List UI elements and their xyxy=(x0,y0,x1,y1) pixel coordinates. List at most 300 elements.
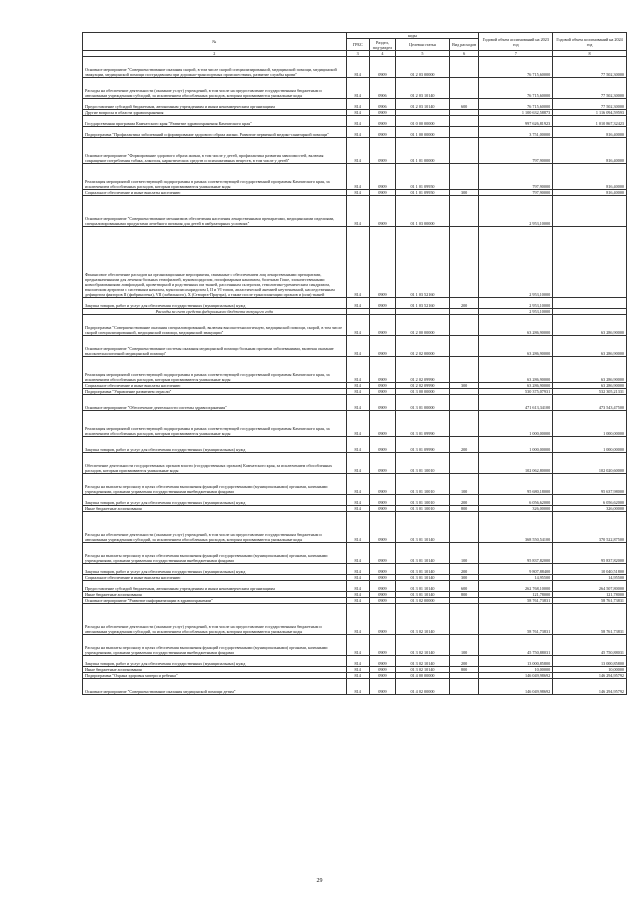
row-grbs: 814 xyxy=(346,667,369,673)
row-expense-type: 800 xyxy=(449,592,479,598)
table-row xyxy=(83,190,627,196)
row-expense-type: 200 xyxy=(449,298,479,309)
table-row xyxy=(83,227,627,298)
row-amount-2024 xyxy=(553,298,627,309)
row-amount-2024: 264 507,80000 xyxy=(553,581,627,592)
row-target-article: 01 3 00 00000 xyxy=(396,389,450,395)
row-name: Расходы на выплаты персоналу в целях обеспечения выполнения функций государственными (муниципальными) органами, казенными учреждениями, органами управления государственными внебюджетными фондами xyxy=(83,474,347,495)
row-expense-type xyxy=(449,604,479,635)
table-row xyxy=(83,357,627,383)
row-name: Расходы на обеспечение деятельности (оказание услуг) учреждений, в том числе на предоставление государственным бюджетным и автономным учреждениям субсидий, за исключением обособленных расходов, которым присваиваются уникальные коды xyxy=(83,78,347,99)
row-section: 0909 xyxy=(369,667,395,673)
row-grbs: 814 xyxy=(346,453,369,474)
table-row xyxy=(83,679,627,695)
row-grbs: 814 xyxy=(346,506,369,512)
row-target-article: 01 2 02 09990 xyxy=(396,383,450,389)
row-grbs: 814 xyxy=(346,357,369,383)
row-amount-2024 xyxy=(553,196,627,227)
row-amount-2023: 2 953,10000 xyxy=(479,196,553,227)
row-name: Реализация мероприятий соответствующей подпрограммы в рамках соответствующей государственной программы Камчатского края, за исключением обособленных расходов, которым присваиваются уникальные коды xyxy=(83,357,347,383)
row-target-article: 01 1 03 00000 xyxy=(396,196,450,227)
row-target-article: 01 2 03 00000 xyxy=(396,57,450,78)
row-amount-2023: 797,90000 xyxy=(479,190,553,196)
row-amount-2023: 10,00000 xyxy=(479,667,553,673)
row-name: Расходы на обеспечение деятельности (оказание услуг) учреждений, в том числе на предоставление государственным бюджетным и автономным учреждениям субсидий, за исключением обособленных расходов, которым присваиваются уникальные коды xyxy=(83,604,347,635)
row-amount-2023: 9 807,88400 xyxy=(479,564,553,575)
row-section: 0906 xyxy=(369,99,395,110)
row-section: 0909 xyxy=(369,453,395,474)
row-target-article: 01 3 02 10140 xyxy=(396,656,450,667)
row-expense-type xyxy=(449,227,479,298)
row-amount-2024: 13 000,85800 xyxy=(553,656,627,667)
row-target-article: 01 3 02 10140 xyxy=(396,604,450,635)
row-target-article: 01 2 02 00000 xyxy=(396,336,450,357)
row-name: Подпрограмма "Управление развитием отрасли" xyxy=(83,389,347,395)
row-amount-2023: 102 062,80000 xyxy=(479,453,553,474)
row-target-article: 01 2 02 09990 xyxy=(396,357,450,383)
row-target-article: 01 2 03 10140 xyxy=(396,99,450,110)
row-grbs: 814 xyxy=(346,164,369,190)
row-amount-2024: 102 020,60000 xyxy=(553,453,627,474)
row-section: 0909 xyxy=(369,512,395,543)
table-row xyxy=(83,127,627,138)
row-section: 0909 xyxy=(369,190,395,196)
row-section: 0909 xyxy=(369,543,395,564)
row-amount-2024: 121,78000 xyxy=(553,592,627,598)
row-grbs: 814 xyxy=(346,581,369,592)
header-codes: коды xyxy=(346,33,479,39)
row-name: Закупка товаров, работ и услуг для обеспечения государственных (муниципальных) нужд xyxy=(83,495,347,506)
row-amount-2024: 77 502,30000 xyxy=(553,78,627,99)
table-row xyxy=(83,673,627,679)
row-amount-2023: 146 049,98692 xyxy=(479,679,553,695)
row-target-article: 01 1 01 00000 xyxy=(396,138,450,164)
row-section: 0909 xyxy=(369,656,395,667)
row-amount-2023: 14,95500 xyxy=(479,575,553,581)
row-section: 0909 xyxy=(369,495,395,506)
row-target-article: 01 2 03 10140 xyxy=(396,78,450,99)
row-name: Социальное обеспечение и иные выплаты населению xyxy=(83,383,347,389)
row-amount-2023: 58 761,73831 xyxy=(479,604,553,635)
row-name: Основное мероприятие "Совершенствование механизмов обеспечения населения лекарственными препаратами, медицинскими изделиями, специализированными продуктами лечебного питания для детей в амбулаторных условиях" xyxy=(83,196,347,227)
row-target-article: 01 1 01 09950 xyxy=(396,164,450,190)
row-amount-2023: 997 626,81923 xyxy=(479,116,553,127)
row-grbs: 814 xyxy=(346,57,369,78)
row-amount-2024: 10,00000 xyxy=(553,667,627,673)
row-amount-2024: 1 000,00000 xyxy=(553,437,627,453)
row-target-article: 01 3 01 10140 xyxy=(396,543,450,564)
budget-table xyxy=(82,32,627,695)
row-name: Расходы на обеспечение деятельности (оказание услуг) учреждений, в том числе на предоставление государственным бюджетным и автономным учреждениям субсидий, за исключением обособленных расходов, которым присваиваются уникальные коды xyxy=(83,512,347,543)
header-expense-type: Вид расходов xyxy=(449,39,479,51)
row-amount-2023: 6 056,62000 xyxy=(479,495,553,506)
row-name: Социальное обеспечение и иные выплаты населению xyxy=(83,190,347,196)
row-target-article: 01 3 01 09990 xyxy=(396,411,450,437)
row-expense-type xyxy=(449,57,479,78)
row-amount-2024: 1 116 094,59593 xyxy=(553,110,627,116)
row-amount-2023: 121,78000 xyxy=(479,592,553,598)
row-name: Закупка товаров, работ и услуг для обеспечения государственных (муниципальных) нужд xyxy=(83,656,347,667)
row-grbs: 814 xyxy=(346,564,369,575)
row-amount-2023: 13 000,85800 xyxy=(479,656,553,667)
row-target-article: 01 3 01 10140 xyxy=(396,512,450,543)
row-amount-2023: 368 550,54100 xyxy=(479,512,553,543)
table-row xyxy=(83,99,627,110)
row-grbs: 814 xyxy=(346,78,369,99)
row-expense-type xyxy=(449,453,479,474)
row-grbs: 814 xyxy=(346,437,369,453)
row-section: 0909 xyxy=(369,298,395,309)
table-row xyxy=(83,635,627,656)
table-row xyxy=(83,581,627,592)
row-section: 0909 xyxy=(369,127,395,138)
row-name: Основное мероприятие "Совершенствование оказания скорой, в том числе скорой специализированной, медицинской помощи, медицинской эвакуации, медицинской помощи пострадавшим при дорожно-транспортных происшествиях, развитие службы крови" xyxy=(83,57,347,78)
row-expense-type: 600 xyxy=(449,99,479,110)
row-target-article: 01 1 00 00000 xyxy=(396,127,450,138)
row-amount-2024 xyxy=(553,227,627,298)
row-expense-type: 200 xyxy=(449,437,479,453)
row-expense-type xyxy=(449,78,479,99)
row-amount-2024: 63 286,90000 xyxy=(553,336,627,357)
row-name: Основное мероприятие "Развитие информатизации в здравоохранении" xyxy=(83,598,347,604)
table-row xyxy=(83,78,627,99)
row-expense-type xyxy=(449,315,479,336)
row-amount-2024: 816,40000 xyxy=(553,127,627,138)
row-amount-2024: 58 761,73831 xyxy=(553,604,627,635)
row-name: Социальное обеспечение и иные выплаты населению xyxy=(83,575,347,581)
row-amount-2023: 471 613,34100 xyxy=(479,395,553,411)
row-section: 0909 xyxy=(369,227,395,298)
row-name: Финансовое обеспечение расходов на организационные мероприятия, связанные с обеспечением лиц лекарственными препаратами, предназначенными для лечения больных гемофилией, муковисцидозом, гипофизарным нанизмом, болезнью Гоше, злокачественными новообразованиями лимфоидной, кроветворной и родственных им тканей, рассеянным склерозом, гемолитико-уремическим синдромом, юношеским артритом с системным началом, мукополисахаридозом I, II и VI типов, апластической анемией неуточненной, наследственным дефицитом факторов II (фибриногена), VII (лабильного), X (Стюарта-Прауэра), а также после трансплантации органов и (или) тканей xyxy=(83,227,347,298)
row-section: 0909 xyxy=(369,592,395,598)
row-target-article: 01 3 01 10140 xyxy=(396,564,450,575)
row-target-article: 01 3 01 10140 xyxy=(396,592,450,598)
index-cell: 8 xyxy=(553,51,627,57)
row-amount-2024: 95 637,98000 xyxy=(553,474,627,495)
row-grbs: 814 xyxy=(346,383,369,389)
row-amount-2023: 2 953,10000 xyxy=(479,298,553,309)
row-grbs: 814 xyxy=(346,389,369,395)
table-row xyxy=(83,298,627,309)
row-name: Основное мероприятие "Совершенствование системы оказания медицинской помощи больным прочими заболеваниями, включая оказание высокотехнологичной медицинской помощи" xyxy=(83,336,347,357)
row-expense-type: 200 xyxy=(449,656,479,667)
row-amount-2023: 530 375,07931 xyxy=(479,389,553,395)
row-target-article: 01 3 01 10010 xyxy=(396,474,450,495)
index-cell: 4 xyxy=(369,51,395,57)
row-amount-2023: 76 715,60000 xyxy=(479,99,553,110)
row-section: 0909 xyxy=(369,57,395,78)
row-grbs: 814 xyxy=(346,495,369,506)
table-row xyxy=(83,116,627,127)
row-expense-type xyxy=(449,512,479,543)
row-amount-2024: 532 305,21331 xyxy=(553,389,627,395)
row-target-article: 01 3 02 00000 xyxy=(396,598,450,604)
index-cell: 3 xyxy=(346,51,369,57)
row-name: Основное мероприятие "Формирование здорового образа жизни, в том числе у детей, профилактика развития зависимостей, включая сокращение потребления табака, алкоголя, наркотических средств и психоактивных веществ, в том числе у детей" xyxy=(83,138,347,164)
row-target-article: 01 1 03 52160 xyxy=(396,227,450,298)
row-grbs: 814 xyxy=(346,575,369,581)
table-row xyxy=(83,575,627,581)
table-row xyxy=(83,196,627,227)
row-expense-type: 800 xyxy=(449,667,479,673)
row-amount-2024: 63 286,90000 xyxy=(553,383,627,389)
row-section: 0909 xyxy=(369,575,395,581)
row-section: 0909 xyxy=(369,383,395,389)
row-grbs: 814 xyxy=(346,227,369,298)
row-amount-2024: 58 761,73831 xyxy=(553,598,627,604)
row-amount-2023: 146 049,98692 xyxy=(479,673,553,679)
row-target-article: 01 3 01 10140 xyxy=(396,581,450,592)
row-amount-2023: 1 000,00000 xyxy=(479,437,553,453)
row-target-article: 01 4 02 00000 xyxy=(396,679,450,695)
index-cell: 7 xyxy=(479,51,553,57)
row-amount-2023: 63 286,90000 xyxy=(479,315,553,336)
row-section: 0909 xyxy=(369,164,395,190)
row-amount-2024: 14,95500 xyxy=(553,575,627,581)
table-row xyxy=(83,656,627,667)
row-target-article: 01 3 02 10140 xyxy=(396,635,450,656)
table-row xyxy=(83,383,627,389)
row-name: Расходы на выплаты персоналу в целях обеспечения выполнения функций государственными (муниципальными) органами, казенными учреждениями, органами управления государственными внебюджетными фондами xyxy=(83,543,347,564)
row-section: 0909 xyxy=(369,357,395,383)
header-num: № xyxy=(83,33,347,51)
row-section: 0909 xyxy=(369,673,395,679)
row-amount-2024: 77 502,30000 xyxy=(553,99,627,110)
row-target-article: 01 4 00 00000 xyxy=(396,673,450,679)
row-amount-2024: 45 750,88031 xyxy=(553,635,627,656)
table-row xyxy=(83,512,627,543)
row-amount-2024: 6 056,62000 xyxy=(553,495,627,506)
row-section: 0909 xyxy=(369,635,395,656)
row-expense-type xyxy=(449,127,479,138)
table-row xyxy=(83,474,627,495)
row-amount-2024: 146 294,95792 xyxy=(553,679,627,695)
row-name: Закупка товаров, работ и услуг для обеспечения государственных (муниципальных) нужд xyxy=(83,437,347,453)
row-section: 0909 xyxy=(369,395,395,411)
row-expense-type xyxy=(449,336,479,357)
row-grbs: 814 xyxy=(346,196,369,227)
row-target-article: 01 3 01 10010 xyxy=(396,506,450,512)
row-grbs: 814 xyxy=(346,673,369,679)
row-name: Иные бюджетные ассигнования xyxy=(83,506,347,512)
row-grbs: 814 xyxy=(346,598,369,604)
row-section: 0909 xyxy=(369,564,395,575)
row-expense-type: 300 xyxy=(449,383,479,389)
header-year-2024: Годовой объем ассигнований на 2024 год xyxy=(553,33,627,51)
row-amount-2023: 2 953,10000 xyxy=(479,227,553,298)
row-section: 0909 xyxy=(369,411,395,437)
table-header xyxy=(83,33,627,57)
row-grbs: 814 xyxy=(346,679,369,695)
row-amount-2023: 63 286,90000 xyxy=(479,336,553,357)
table-row xyxy=(83,543,627,564)
row-target-article: 01 3 01 00000 xyxy=(396,395,450,411)
row-expense-type xyxy=(449,138,479,164)
row-expense-type: 300 xyxy=(449,190,479,196)
row-amount-2024: 816,40000 xyxy=(553,190,627,196)
row-expense-type: 100 xyxy=(449,474,479,495)
row-section: 0909 xyxy=(369,506,395,512)
row-grbs: 814 xyxy=(346,474,369,495)
row-amount-2023: 76 715,60000 xyxy=(479,57,553,78)
row-grbs: 814 xyxy=(346,116,369,127)
row-amount-2023: 3 751,00000 xyxy=(479,127,553,138)
row-section: 0909 xyxy=(369,336,395,357)
table-row xyxy=(83,57,627,78)
table-row xyxy=(83,437,627,453)
row-expense-type: 300 xyxy=(449,575,479,581)
row-amount-2023: 58 761,73831 xyxy=(479,598,553,604)
row-target-article: 01 3 01 10010 xyxy=(396,453,450,474)
row-name: Подпрограмма "Охрана здоровья матери и ребенка" xyxy=(83,673,347,679)
table-row xyxy=(83,395,627,411)
table-row xyxy=(83,604,627,635)
row-name: Закупка товаров, работ и услуг для обеспечения государственных (муниципальных) нужд xyxy=(83,298,347,309)
row-amount-2023: 63 286,90000 xyxy=(479,383,553,389)
table-row xyxy=(83,164,627,190)
row-amount-2024: 95 837,82000 xyxy=(553,543,627,564)
row-section: 0909 xyxy=(369,389,395,395)
row-amount-2024: 63 286,90000 xyxy=(553,315,627,336)
row-grbs: 814 xyxy=(346,190,369,196)
table-row xyxy=(83,495,627,506)
table-row xyxy=(83,315,627,336)
row-section: 0909 xyxy=(369,581,395,592)
row-amount-2024: 473 543,47500 xyxy=(553,395,627,411)
row-name: Реализация мероприятий соответствующей подпрограммы в рамках соответствующей государственной программы Камчатского края, за исключением обособленных расходов, которым присваиваются уникальные коды xyxy=(83,164,347,190)
row-amount-2023: 2 953,10000 xyxy=(479,309,553,315)
row-name: Закупка товаров, работ и услуг для обеспечения государственных (муниципальных) нужд xyxy=(83,564,347,575)
page-number: 29 xyxy=(316,878,323,884)
row-name: Расходы на выплаты персоналу в целях обеспечения выполнения функций государственными (муниципальными) органами, казенными учреждениями, органами управления государственными внебюджетными фондами xyxy=(83,635,347,656)
row-name: Предоставление субсидий бюджетным, автономным учреждениям и иным некоммерческим организациям xyxy=(83,99,347,110)
header-year-2023: Годовой объем ассигнований на 2023 год xyxy=(479,33,553,51)
row-grbs: 814 xyxy=(346,127,369,138)
row-amount-2024: 1 000,00000 xyxy=(553,411,627,437)
row-section: 0909 xyxy=(369,679,395,695)
row-section: 0909 xyxy=(369,604,395,635)
row-target-article: 01 2 00 00000 xyxy=(396,315,450,336)
row-section: 0909 xyxy=(369,110,395,116)
row-section: 0909 xyxy=(369,598,395,604)
row-section: 0909 xyxy=(369,315,395,336)
row-name: Предоставление субсидий бюджетным, автономным учреждениям и иным некоммерческим организациям xyxy=(83,581,347,592)
row-name: Обеспечение деятельности государственных органов власти (государственных органов) Камчатского края, за исключением обособленных расходов, которым присваиваются уникальные коды xyxy=(83,453,347,474)
row-amount-2023: 262 768,10000 xyxy=(479,581,553,592)
row-name: Расходы за счет средств федерального бюджета текущего года xyxy=(83,309,347,315)
row-amount-2024: 63 286,90000 xyxy=(553,357,627,383)
row-grbs: 814 xyxy=(346,635,369,656)
row-amount-2023: 45 750,88031 xyxy=(479,635,553,656)
row-name: Основное мероприятие "Совершенствование оказания медицинской помощи детям" xyxy=(83,679,347,695)
row-amount-2023: 1 100 632,58873 xyxy=(479,110,553,116)
header-grbs: ГРБС xyxy=(346,39,369,51)
row-expense-type: 800 xyxy=(449,506,479,512)
row-name: Подпрограмма "Совершенствование оказания специализированной, включая высокотехнологичную, медицинской помощи, скорой, в том числе скорой специализированной, медицинской помощи, медицинской эвакуации" xyxy=(83,315,347,336)
row-section: 0909 xyxy=(369,138,395,164)
header-target-article: Целевая статья xyxy=(396,39,450,51)
row-section: 0909 xyxy=(369,116,395,127)
row-expense-type: 200 xyxy=(449,495,479,506)
index-cell: 6 xyxy=(449,51,479,57)
table-body xyxy=(83,57,627,695)
row-grbs: 814 xyxy=(346,656,369,667)
table-row xyxy=(83,389,627,395)
row-grbs: 814 xyxy=(346,315,369,336)
row-expense-type xyxy=(449,164,479,190)
row-amount-2024: 146 294,95792 xyxy=(553,673,627,679)
row-grbs: 814 xyxy=(346,336,369,357)
row-expense-type xyxy=(449,116,479,127)
row-expense-type xyxy=(449,196,479,227)
row-section: 0909 xyxy=(369,437,395,453)
row-amount-2023: 326,00000 xyxy=(479,506,553,512)
row-amount-2024: 1 010 867,32423 xyxy=(553,116,627,127)
row-section: 0906 xyxy=(369,78,395,99)
row-grbs: 814 xyxy=(346,411,369,437)
row-name: Основное мероприятие "Обеспечение деятельности системы здравоохранения" xyxy=(83,395,347,411)
table-row xyxy=(83,564,627,575)
row-name: Иные бюджетные ассигнования xyxy=(83,667,347,673)
table-row xyxy=(83,411,627,437)
row-target-article: 01 3 02 10140 xyxy=(396,667,450,673)
table-row xyxy=(83,453,627,474)
table-row xyxy=(83,598,627,604)
row-grbs: 814 xyxy=(346,604,369,635)
row-name: Другие вопросы в области здравоохранения xyxy=(83,110,347,116)
row-amount-2024: 326,00000 xyxy=(553,506,627,512)
index-cell: 5 xyxy=(396,51,450,57)
row-target-article: 01 1 03 52160 xyxy=(396,298,450,309)
row-expense-type xyxy=(449,395,479,411)
table-row xyxy=(83,138,627,164)
row-grbs: 814 xyxy=(346,298,369,309)
row-grbs: 814 xyxy=(346,512,369,543)
row-name: Иные бюджетные ассигнования xyxy=(83,592,347,598)
row-name: Реализация мероприятий соответствующей подпрограммы в рамках соответствующей государственной программы Камчатского края, за исключением обособленных расходов, которым присваиваются уникальные коды xyxy=(83,411,347,437)
row-amount-2023: 95 837,82000 xyxy=(479,543,553,564)
row-section: 0909 xyxy=(369,196,395,227)
row-grbs: 814 xyxy=(346,99,369,110)
row-name: Государственная программа Камчатского края "Развитие здравоохранения Камчатского края" xyxy=(83,116,347,127)
row-expense-type: 100 xyxy=(449,635,479,656)
row-expense-type: 100 xyxy=(449,543,479,564)
row-grbs: 814 xyxy=(346,543,369,564)
row-expense-type xyxy=(449,679,479,695)
row-amount-2024: 10 040,51800 xyxy=(553,564,627,575)
index-cell: 2 xyxy=(83,51,347,57)
row-grbs: 814 xyxy=(346,138,369,164)
row-target-article: 01 3 01 10140 xyxy=(396,575,450,581)
row-amount-2024: 370 522,87500 xyxy=(553,512,627,543)
row-amount-2023: 95 680,18000 xyxy=(479,474,553,495)
row-amount-2023: 797,90000 xyxy=(479,138,553,164)
row-section: 0909 xyxy=(369,474,395,495)
row-amount-2023: 76 715,60000 xyxy=(479,78,553,99)
row-amount-2023: 63 286,90000 xyxy=(479,357,553,383)
row-target-article: 01 3 01 10010 xyxy=(396,495,450,506)
row-grbs: 814 xyxy=(346,592,369,598)
row-grbs: 814 xyxy=(346,110,369,116)
row-target-article: 01 3 01 09990 xyxy=(396,437,450,453)
row-expense-type: 600 xyxy=(449,581,479,592)
row-expense-type: 200 xyxy=(449,564,479,575)
row-grbs: 814 xyxy=(346,395,369,411)
row-expense-type xyxy=(449,357,479,383)
row-target-article: 01 0 00 00000 xyxy=(396,116,450,127)
row-amount-2024: 77 502,30000 xyxy=(553,57,627,78)
header-section: Раздел, под-раздел xyxy=(369,39,395,51)
